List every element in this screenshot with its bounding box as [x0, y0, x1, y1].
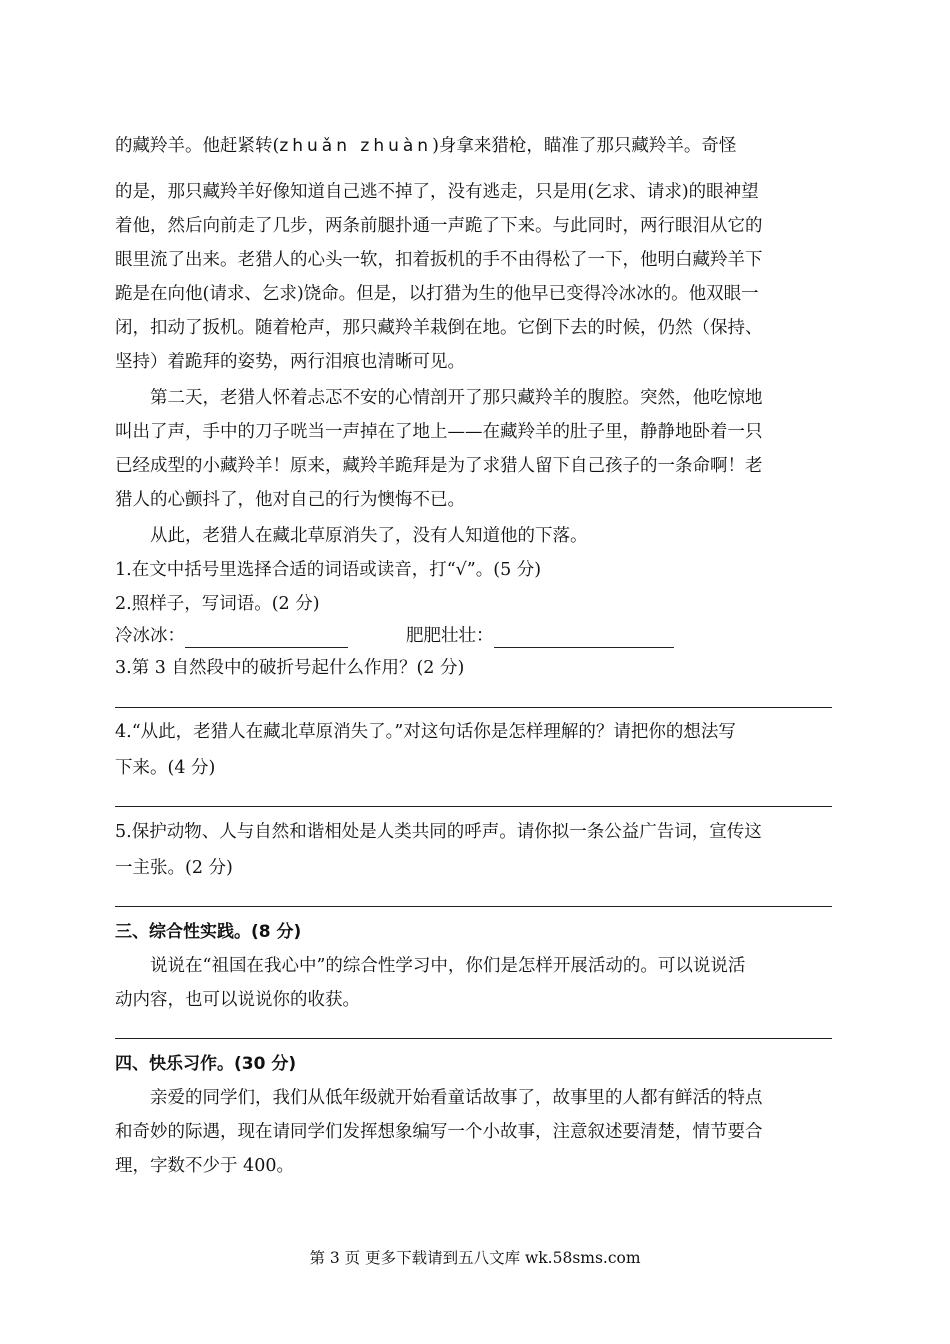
answer-line-q4[interactable]: [115, 806, 832, 807]
question-5-cont: 一主张。(2 分): [115, 858, 233, 878]
section-text: 说说在“祖国在我心中”的综合性学习中，你们是怎样开展活动的。可以说说活: [150, 956, 746, 976]
pinyin-options: zhuǎn zhuàn: [279, 136, 433, 156]
passage-line: 着他，然后向前走了几步，两条前腿扑通一声跪了下来。与此同时，两行眼泪从它的: [115, 216, 763, 236]
passage-text: 的藏羚羊。他赶紧转(: [115, 136, 280, 156]
answer-blank-1[interactable]: [185, 629, 348, 648]
section-text: 动内容，也可以说说你的收获。: [115, 990, 360, 1010]
passage-line: 已经成型的小藏羚羊！原来，藏羚羊跪拜是为了求猎人留下自己孩子的一条命啊！老: [115, 456, 763, 476]
passage-line: 坚持）着跪拜的姿势，两行泪痕也清晰可见。: [115, 352, 465, 372]
answer-line-q5[interactable]: [115, 906, 832, 907]
section-text: 亲爱的同学们，我们从低年级就开始看童话故事了，故事里的人都有鲜活的特点: [150, 1088, 763, 1108]
answer-line-q3[interactable]: [115, 707, 832, 708]
passage-line: 从此，老猎人在藏北草原消失了，没有人知道他的下落。: [150, 526, 588, 546]
passage-text: )身拿来猎枪，瞄准了那只藏羚羊。奇怪: [432, 136, 737, 156]
question-2-examples: [115, 624, 835, 648]
passage-line: 眼里流了出来。老猎人的心头一软，扣着扳机的手不由得松了一下，他明白藏羚羊下: [115, 250, 763, 270]
section-heading: 四、快乐习作。(30 分): [115, 1054, 297, 1074]
passage-line: 闭，扣动了扳机。随着枪声，那只藏羚羊栽倒在地。它倒下去的时候，仍然（保持、: [115, 318, 763, 338]
question-3: 3.第 3 自然段中的破折号起什么作用？(2 分): [115, 658, 465, 678]
section-text: 理，字数不少于 400。: [115, 1156, 294, 1176]
section-heading: 三、综合性实践。(8 分): [115, 922, 302, 942]
question-5: 5.保护动物、人与自然和谐相处是人类共同的呼声。请你拟一条公益广告词，宣传这: [115, 822, 762, 842]
page-footer: 第 3 页 更多下载请到五八文库 wk.58sms.com: [309, 1249, 641, 1267]
question-2: 2.照样子，写词语。(2 分): [115, 594, 320, 614]
passage-line: 跪是在向他(请求、乞求)饶命。但是，以打猎为生的他早已变得冷冰冰的。他双眼一: [115, 284, 759, 304]
example-word-2: 肥肥壮壮：: [406, 626, 494, 646]
passage-line: 猎人的心颤抖了，他对自己的行为懊悔不已。: [115, 490, 465, 510]
passage-line: 叫出了声，手中的刀子咣当一声掉在了地上——在藏羚羊的肚子里，静静地卧着一只: [115, 422, 763, 442]
passage-line: [115, 134, 835, 158]
passage-line: 的是，那只藏羚羊好像知道自己逃不掉了，没有逃走，只是用(乞求、请求)的眼神望: [115, 182, 759, 202]
question-4: 4.“从此，老猎人在藏北草原消失了。”对这句话你是怎样理解的？请把你的想法写: [115, 722, 736, 742]
section-text: 和奇妙的际遇，现在请同学们发挥想象编写一个小故事，注意叙述要清楚，情节要合: [115, 1122, 763, 1142]
example-word-1: 冷冰冰：: [115, 626, 185, 646]
answer-blank-2[interactable]: [494, 629, 674, 648]
question-4-cont: 下来。(4 分): [115, 758, 216, 778]
answer-line-section3[interactable]: [115, 1038, 832, 1039]
passage-line: 第二天，老猎人怀着忐忑不安的心情剖开了那只藏羚羊的腹腔。突然，他吃惊地: [150, 388, 763, 408]
question-1: 1.在文中括号里选择合适的词语或读音，打“√”。(5 分): [115, 560, 542, 580]
